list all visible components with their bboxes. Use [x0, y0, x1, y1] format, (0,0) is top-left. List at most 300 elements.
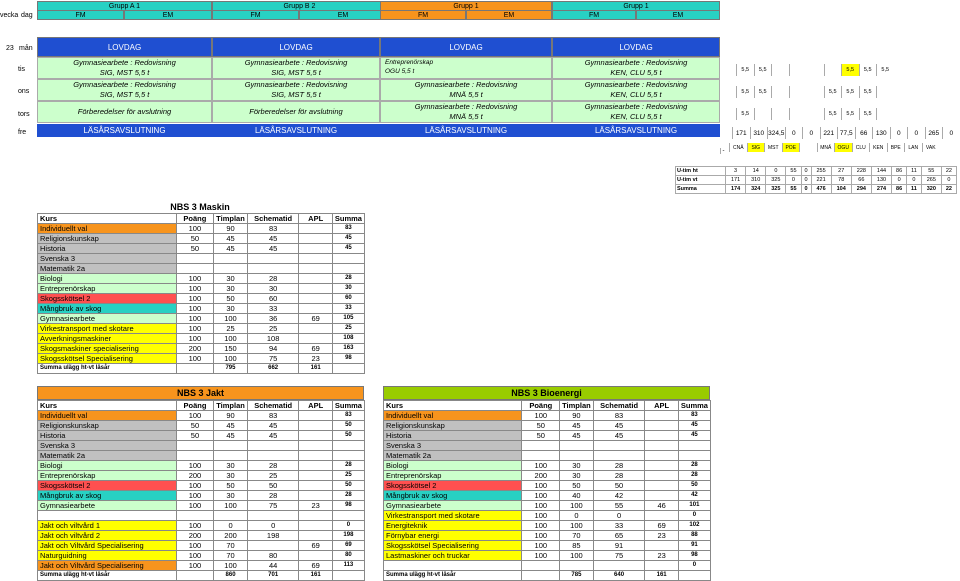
course-sum: 113	[332, 561, 364, 571]
right-total: 310	[750, 127, 768, 139]
course-t: 30	[214, 274, 248, 284]
course-sum: 83	[678, 411, 710, 421]
table-row	[38, 224, 365, 234]
table-row	[384, 561, 711, 571]
summary-row	[676, 167, 957, 176]
course-a	[299, 441, 332, 451]
table-footer	[38, 571, 365, 581]
summary-value: 476	[811, 185, 831, 194]
course-t: 100	[560, 551, 594, 561]
course-name: Svenska 3	[38, 254, 177, 264]
course-a	[299, 294, 332, 304]
summary-value: 320	[921, 185, 941, 194]
course-name: Virkestransport med skotare	[38, 324, 177, 334]
maskin-title: NBS 3 Maskin	[170, 201, 230, 212]
course-p: 100	[176, 551, 214, 561]
course-t: 100	[560, 501, 594, 511]
course-s	[593, 561, 645, 571]
column-header: Poäng	[176, 401, 214, 411]
summary-table	[675, 166, 957, 194]
group-header-b2: Grupp B 2	[212, 1, 387, 11]
course-s: 30	[247, 284, 299, 294]
course-sum: 98	[332, 501, 364, 511]
summary-value: 86	[892, 185, 907, 194]
course-s: 44	[247, 561, 299, 571]
course-p	[176, 441, 214, 451]
table-row	[38, 471, 365, 481]
course-p: 100	[522, 461, 560, 471]
course-name: Gymnasiearbete	[38, 314, 177, 324]
right-value-tis: 5,5	[876, 64, 894, 76]
summary-value: 310	[746, 176, 766, 185]
summary-row	[676, 176, 957, 185]
footer-apl: 161	[299, 364, 332, 374]
course-sum: 42	[678, 491, 710, 501]
course-a	[299, 461, 332, 471]
course-a	[645, 471, 678, 481]
group-1a-em: EM	[466, 10, 552, 20]
footer-schematid: 701	[247, 571, 299, 581]
course-t	[214, 451, 248, 461]
course-t: 100	[214, 334, 248, 344]
course-a	[299, 244, 332, 254]
course-name: Skogsskötsel Specialisering	[384, 541, 522, 551]
summary-value: 3	[726, 167, 746, 176]
summary-value: 55	[786, 167, 801, 176]
course-sum: 98	[332, 354, 364, 364]
course-name: Mångbruk av skog	[384, 491, 522, 501]
right-total: 0	[785, 127, 803, 139]
teacher-code: POE	[782, 143, 800, 152]
footer-empty	[678, 571, 710, 581]
group-1b-fm: FM	[552, 10, 636, 20]
table-row	[384, 551, 711, 561]
course-sum	[332, 451, 364, 461]
course-name	[38, 511, 177, 521]
course-t: 90	[214, 411, 248, 421]
summary-value: 228	[851, 167, 871, 176]
right-total: 0	[890, 127, 908, 139]
course-s: 83	[593, 411, 645, 421]
table-row	[38, 451, 365, 461]
table-row	[38, 441, 365, 451]
course-sum: 91	[678, 541, 710, 551]
course-name: Historia	[38, 244, 177, 254]
course-a	[299, 254, 332, 264]
course-s	[593, 441, 645, 451]
course-p: 100	[522, 521, 560, 531]
course-a: 69	[299, 314, 332, 324]
dash-mark: -	[720, 148, 726, 154]
course-p: 100	[522, 531, 560, 541]
course-a	[299, 264, 332, 274]
course-p: 100	[522, 411, 560, 421]
course-p: 100	[176, 541, 214, 551]
course-name: Gymnasiearbete	[384, 501, 522, 511]
table-row	[38, 264, 365, 274]
table-row	[384, 541, 711, 551]
course-t: 50	[214, 294, 248, 304]
course-sum: 50	[332, 421, 364, 431]
course-sum: 28	[678, 471, 710, 481]
table-row	[38, 334, 365, 344]
table-row	[38, 294, 365, 304]
column-header: Timplan	[560, 401, 594, 411]
summary-value: 265	[921, 176, 941, 185]
right-value-tors: 5,5	[736, 108, 754, 120]
day-ons: ons	[18, 87, 30, 95]
course-name: Biologi	[38, 461, 177, 471]
course-name: Religionskunskap	[384, 421, 522, 431]
course-t: 25	[214, 324, 248, 334]
table-row	[384, 531, 711, 541]
table-row	[38, 344, 365, 354]
course-t	[560, 451, 594, 461]
right-value-tis	[789, 64, 807, 76]
course-s: 36	[247, 314, 299, 324]
group-header-1b: Grupp 1	[552, 1, 720, 11]
summary-value: 0	[801, 185, 811, 194]
summary-value: 171	[726, 176, 746, 185]
footer-timplan: 795	[214, 364, 248, 374]
table-row	[38, 254, 365, 264]
course-a	[299, 411, 332, 421]
table-row	[38, 304, 365, 314]
maskin-table	[37, 213, 365, 374]
course-name: Matematik 2a	[38, 451, 177, 461]
course-p: 100	[176, 561, 214, 571]
right-value-tis	[824, 64, 842, 76]
course-sum: 105	[332, 314, 364, 324]
footer-label: Summa ulägg ht-vt läsår	[38, 571, 177, 581]
course-a	[299, 511, 332, 521]
right-value-tis: 5,5	[841, 64, 859, 76]
summary-value: 255	[811, 167, 831, 176]
course-a	[299, 521, 332, 531]
right-total: 0	[907, 127, 925, 139]
table-row	[38, 244, 365, 254]
course-s: 91	[593, 541, 645, 551]
group-header-a1: Grupp A 1	[37, 1, 212, 11]
summary-value: 22	[941, 185, 956, 194]
course-s: 28	[593, 461, 645, 471]
course-a	[645, 511, 678, 521]
course-name: Individuellt val	[384, 411, 522, 421]
right-value-ons: 5,5	[859, 86, 877, 98]
table-row	[38, 314, 365, 324]
course-name: Skogsskötsel 2	[38, 294, 177, 304]
sched-1a-tis: Entreprenörskap OGU 5,5 t	[380, 57, 552, 79]
column-header: Summa	[332, 401, 364, 411]
course-t: 0	[214, 521, 248, 531]
table-row	[38, 354, 365, 364]
course-sum: 83	[332, 224, 364, 234]
course-a	[299, 334, 332, 344]
course-name: Entreprenörskap	[38, 284, 177, 294]
course-a	[645, 421, 678, 431]
course-t	[214, 264, 248, 274]
course-p: 100	[522, 501, 560, 511]
course-sum: 28	[332, 491, 364, 501]
course-s: 83	[247, 224, 299, 234]
course-p	[176, 451, 214, 461]
course-a: 69	[299, 561, 332, 571]
footer-empty	[522, 571, 560, 581]
right-value-tors: 5,5	[859, 108, 877, 120]
course-sum: 98	[678, 551, 710, 561]
right-value-tors	[771, 108, 789, 120]
course-a	[299, 324, 332, 334]
course-sum: 28	[332, 274, 364, 284]
right-value-tors	[754, 108, 772, 120]
course-s: 0	[247, 521, 299, 531]
summary-value: 66	[851, 176, 871, 185]
right-value-ons: 5,5	[754, 86, 772, 98]
course-p	[176, 511, 214, 521]
teacher-code: BPE	[887, 143, 905, 152]
course-p: 200	[522, 471, 560, 481]
teacher-code: CNÄ	[729, 143, 747, 152]
course-a: 69	[299, 541, 332, 551]
footer-timplan: 785	[560, 571, 594, 581]
course-t	[560, 561, 594, 571]
course-a	[299, 284, 332, 294]
table-row	[38, 274, 365, 284]
column-header: Kurs	[38, 401, 177, 411]
course-p: 100	[176, 491, 214, 501]
course-t: 30	[214, 304, 248, 314]
course-a	[299, 491, 332, 501]
course-s: 45	[593, 421, 645, 431]
summary-value: 104	[831, 185, 851, 194]
course-sum: 45	[332, 234, 364, 244]
course-s: 33	[247, 304, 299, 314]
course-t: 100	[560, 521, 594, 531]
group-b2-fm: FM	[212, 10, 299, 20]
course-p: 100	[176, 501, 214, 511]
teacher-code: MST	[764, 143, 782, 152]
course-s: 75	[247, 501, 299, 511]
course-a	[645, 451, 678, 461]
summary-value: 221	[811, 176, 831, 185]
course-a	[645, 431, 678, 441]
course-name: Gymnasiearbete	[38, 501, 177, 511]
right-value-tis	[771, 64, 789, 76]
column-header: Schematid	[593, 401, 645, 411]
course-t: 70	[560, 531, 594, 541]
course-s: 45	[247, 244, 299, 254]
summary-label: U-tim vt	[676, 176, 726, 185]
course-a	[299, 304, 332, 314]
summary-value: 0	[892, 176, 907, 185]
course-sum: 108	[332, 334, 364, 344]
summary-value: 55	[921, 167, 941, 176]
lovdag-b2: LOVDAG	[212, 37, 380, 57]
column-header: Kurs	[38, 214, 177, 224]
course-s: 0	[593, 511, 645, 521]
table-row	[38, 481, 365, 491]
right-value-tors: 5,5	[824, 108, 842, 120]
dag-label: dag	[21, 11, 33, 19]
right-value-tis: 5,5	[736, 64, 754, 76]
course-name: Entreprenörskap	[38, 471, 177, 481]
right-value-ons: 5,5	[824, 86, 842, 98]
course-name: Lastmaskiner och truckar	[384, 551, 522, 561]
course-name: Skogsskötsel Specialisering	[38, 354, 177, 364]
course-p: 100	[176, 324, 214, 334]
course-t: 70	[214, 551, 248, 561]
group-a1-fm: FM	[37, 10, 124, 20]
course-name: Matematik 2a	[38, 264, 177, 274]
course-name: Skogsmaskiner specialisering	[38, 344, 177, 354]
course-sum: 0	[678, 511, 710, 521]
right-value-tors: 5,5	[841, 108, 859, 120]
summary-value: 0	[907, 176, 922, 185]
course-name: Skogsskötsel 2	[38, 481, 177, 491]
course-a	[645, 411, 678, 421]
course-a	[645, 491, 678, 501]
group-header-1a: Grupp 1	[380, 1, 552, 11]
group-1a-fm: FM	[380, 10, 466, 20]
table-row	[38, 511, 365, 521]
course-sum	[332, 441, 364, 451]
course-sum: 0	[678, 561, 710, 571]
right-total: 66	[855, 127, 873, 139]
course-t: 70	[214, 541, 248, 551]
course-sum: 163	[332, 344, 364, 354]
course-p	[522, 451, 560, 461]
course-sum: 83	[332, 411, 364, 421]
course-sum: 60	[332, 294, 364, 304]
course-t	[560, 441, 594, 451]
course-s: 108	[247, 334, 299, 344]
right-total: 265	[925, 127, 943, 139]
right-total: 0	[802, 127, 820, 139]
course-p: 100	[176, 521, 214, 531]
vecka-label: vecka	[0, 11, 19, 19]
table-row	[38, 411, 365, 421]
course-s: 55	[593, 501, 645, 511]
course-p: 100	[522, 491, 560, 501]
jakt-title: NBS 3 Jakt	[37, 386, 364, 400]
course-name: Historia	[38, 431, 177, 441]
course-p: 100	[176, 354, 214, 364]
column-header: APL	[645, 401, 678, 411]
course-p: 200	[176, 531, 214, 541]
course-a	[299, 431, 332, 441]
course-a	[299, 274, 332, 284]
teacher-code: MNÄ	[817, 143, 835, 152]
footer-empty	[332, 364, 364, 374]
teacher-code: OGU	[834, 143, 852, 152]
group-1b-em: EM	[636, 10, 720, 20]
course-a	[645, 461, 678, 471]
right-value-tors	[876, 108, 894, 120]
lasars-a1: LÄSÅRSAVSLUTNING	[37, 124, 212, 137]
course-s: 28	[593, 471, 645, 481]
course-s	[593, 451, 645, 461]
summary-value: 130	[871, 176, 891, 185]
footer-schematid: 662	[247, 364, 299, 374]
course-name: Jakt och viltvård 1	[38, 521, 177, 531]
course-t	[214, 254, 248, 264]
course-p: 50	[522, 431, 560, 441]
course-p: 100	[522, 551, 560, 561]
course-sum: 28	[678, 461, 710, 471]
course-sum: 50	[332, 481, 364, 491]
summary-value: 325	[766, 185, 786, 194]
table-row	[384, 441, 711, 451]
table-row	[384, 411, 711, 421]
course-p: 50	[522, 421, 560, 431]
course-t	[214, 511, 248, 521]
course-s: 28	[247, 491, 299, 501]
course-p: 100	[176, 334, 214, 344]
course-t: 150	[214, 344, 248, 354]
course-a	[645, 541, 678, 551]
course-s: 50	[247, 481, 299, 491]
course-s: 42	[593, 491, 645, 501]
teacher-code	[799, 143, 817, 152]
course-t: 200	[214, 531, 248, 541]
table-row	[38, 551, 365, 561]
footer-empty	[332, 571, 364, 581]
summary-row	[676, 185, 957, 194]
course-t: 90	[560, 411, 594, 421]
course-p: 200	[176, 344, 214, 354]
sched-1b-tors: Gymnasiearbete : Redovisning KEN, CLU 5,5 t	[552, 101, 720, 123]
course-t: 90	[214, 224, 248, 234]
course-name: Biologi	[384, 461, 522, 471]
table-row	[384, 491, 711, 501]
lovdag-a1: LOVDAG	[37, 37, 212, 57]
lasars-1a: LÄSÅRSAVSLUTNING	[380, 124, 552, 137]
course-s: 60	[247, 294, 299, 304]
course-s: 50	[593, 481, 645, 491]
summary-value: 144	[871, 167, 891, 176]
course-name: Matematik 2a	[384, 451, 522, 461]
right-total: 324,5	[767, 127, 785, 139]
course-t: 45	[214, 421, 248, 431]
course-p: 100	[176, 481, 214, 491]
day-tors: tors	[18, 110, 30, 118]
course-s: 25	[247, 324, 299, 334]
teacher-code: VAK	[922, 143, 940, 152]
course-a	[645, 561, 678, 571]
course-s: 45	[247, 421, 299, 431]
course-p: 100	[176, 274, 214, 284]
right-value-tis: 5,5	[859, 64, 877, 76]
course-t: 40	[560, 491, 594, 501]
right-total: 0	[942, 127, 960, 139]
course-t: 0	[560, 511, 594, 521]
course-t: 30	[560, 461, 594, 471]
summary-value: 294	[851, 185, 871, 194]
column-header: Kurs	[384, 401, 522, 411]
group-a1-em: EM	[124, 10, 212, 20]
course-s	[247, 451, 299, 461]
table-footer	[384, 571, 711, 581]
course-a	[645, 481, 678, 491]
table-row	[384, 511, 711, 521]
table-row	[384, 421, 711, 431]
course-t: 100	[214, 501, 248, 511]
right-value-ons: 5,5	[736, 86, 754, 98]
course-sum: 88	[678, 531, 710, 541]
summary-value: 0	[801, 176, 811, 185]
sched-a1-ons: Gymnasiearbete : Redovisning SIG, MST 5,5 t	[37, 79, 212, 101]
day-tis: tis	[18, 65, 25, 73]
